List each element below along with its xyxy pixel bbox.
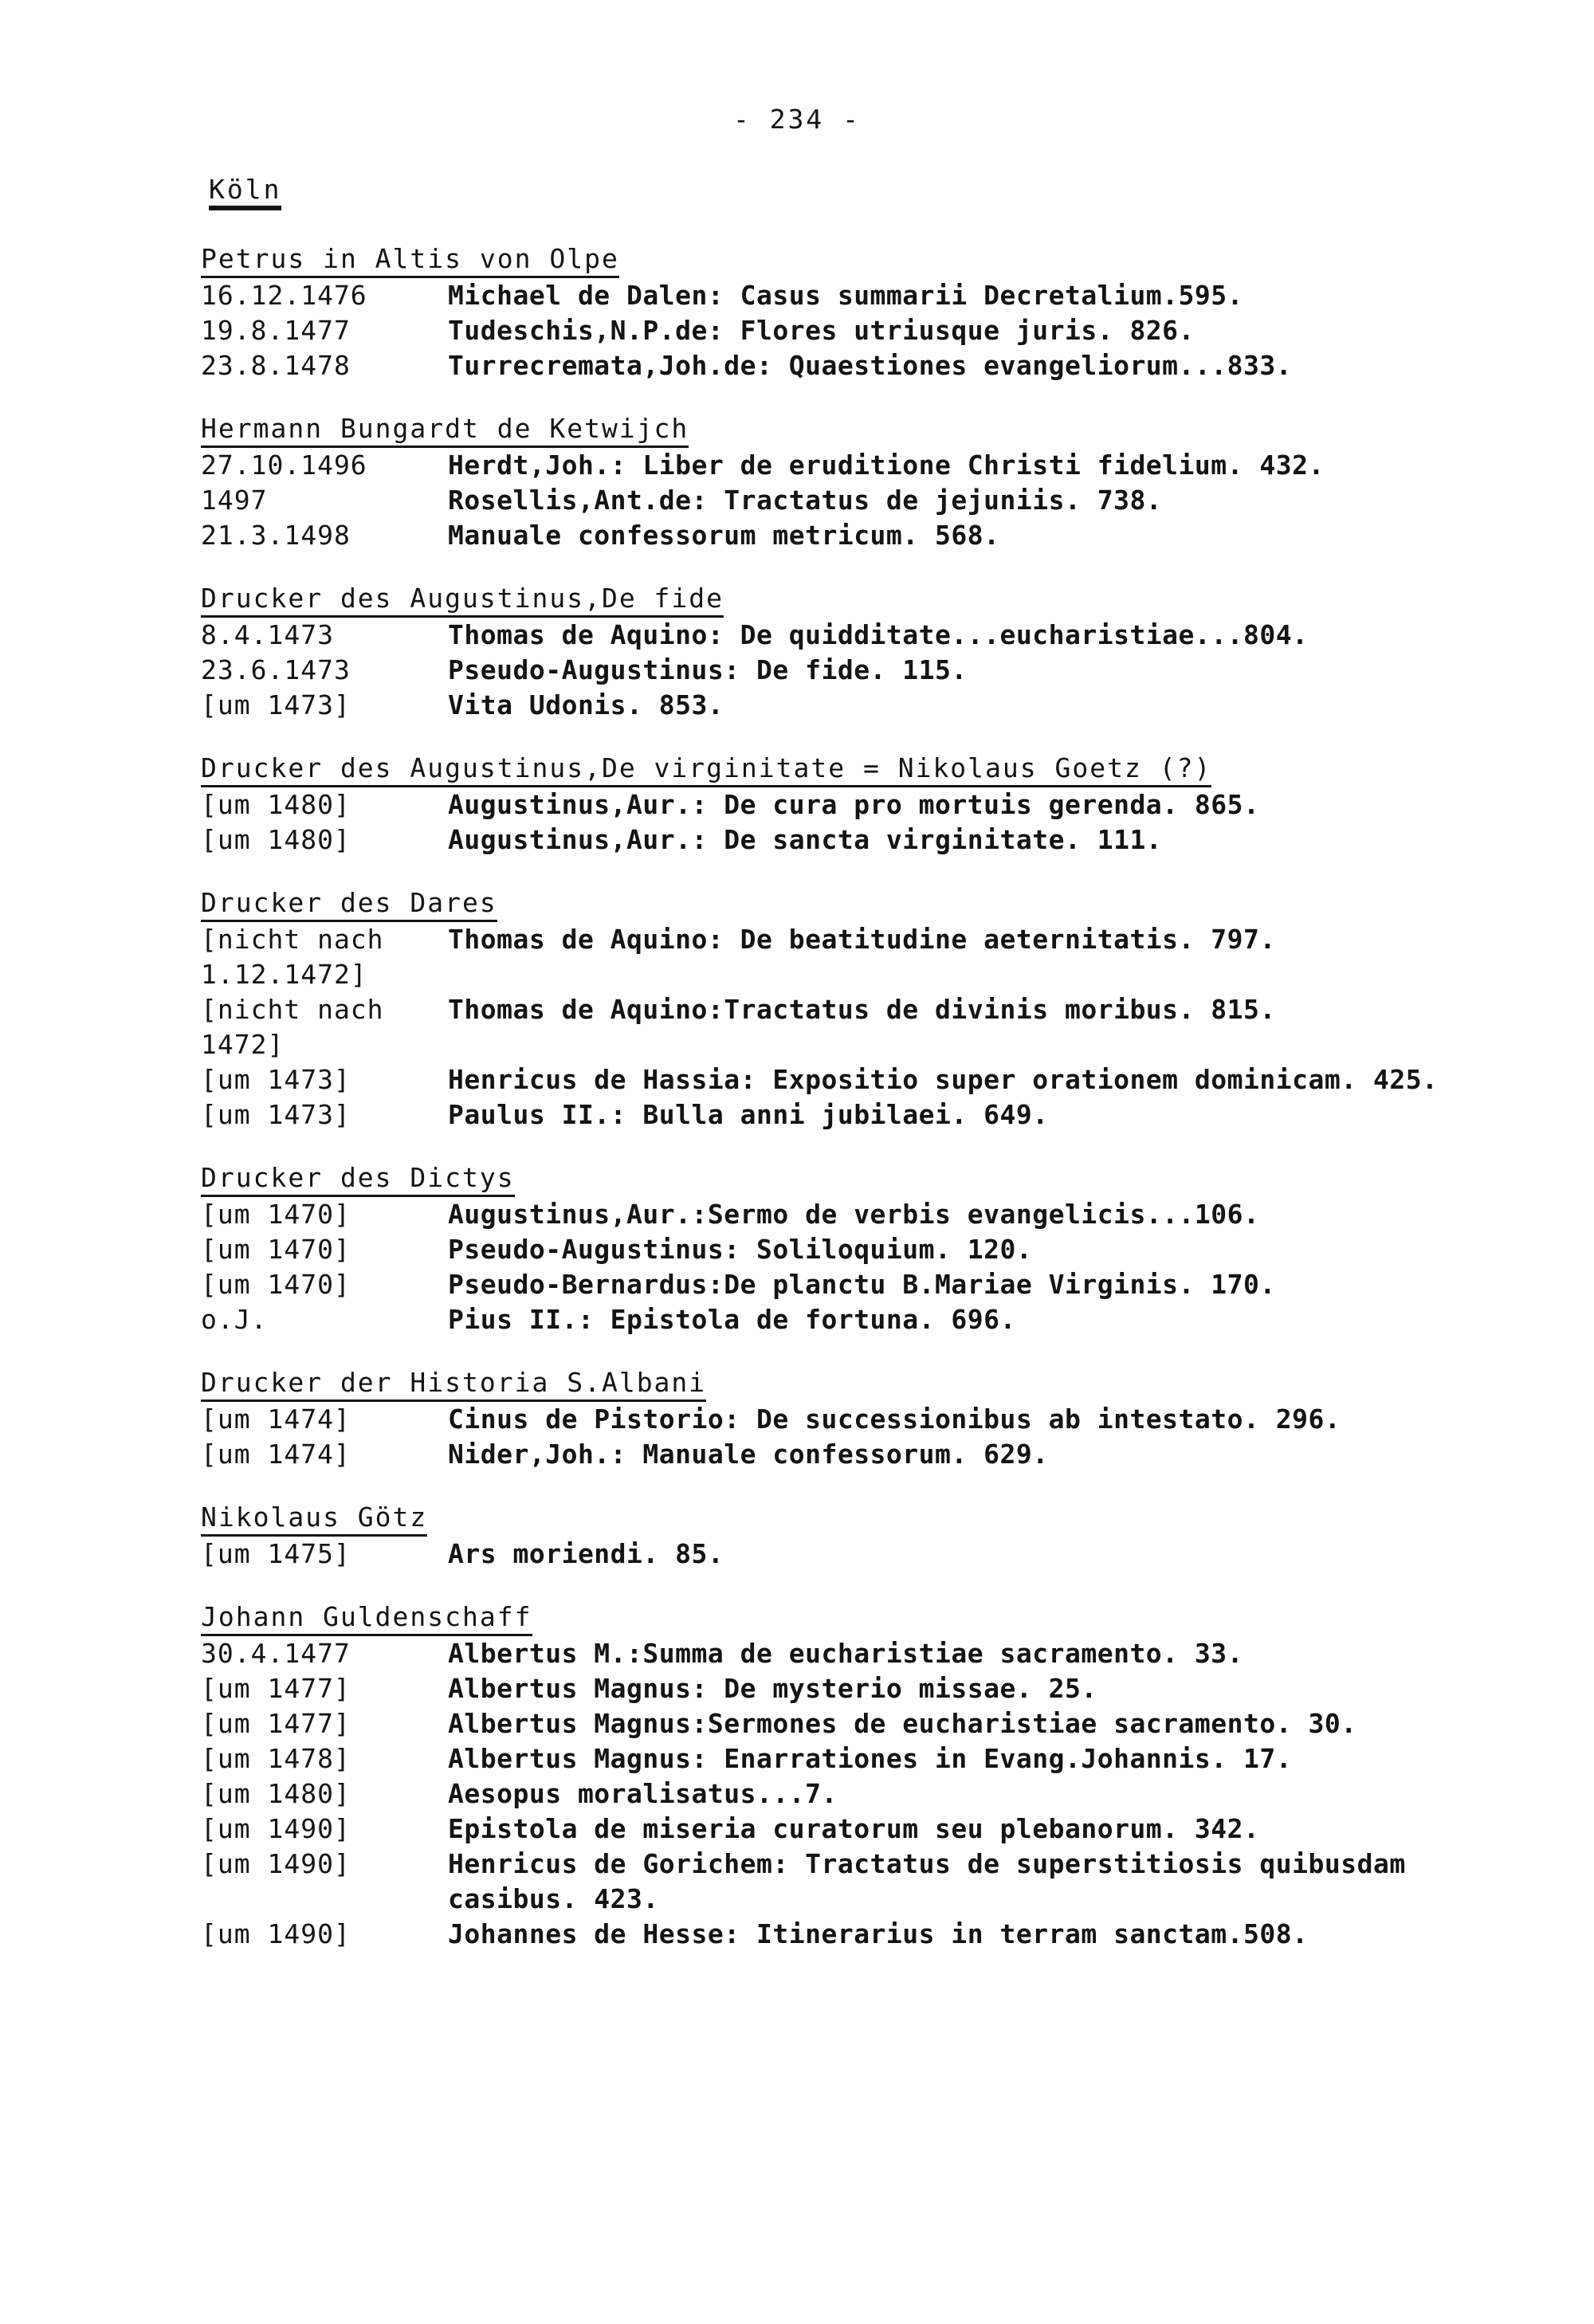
entry-description: Thomas de Aquino:Tractatus de divinis moribus. 815.: [448, 994, 1276, 1025]
catalog-entry: [201, 822, 1516, 858]
city-heading: Köln: [209, 174, 281, 210]
entry-date: [um 1475]: [201, 1538, 351, 1569]
entry-date: 1497: [201, 485, 268, 516]
catalog-entry: [201, 1741, 1516, 1776]
entry-date: [nicht nach 1472]: [201, 994, 384, 1060]
catalog-entry: [201, 1232, 1516, 1267]
printer-name: Johann Guldenschaff: [201, 1600, 532, 1636]
catalog-entry: [201, 1267, 1516, 1302]
entry-date: 8.4.1473: [201, 619, 334, 650]
catalog-entry: [201, 922, 1516, 992]
entry-date: [um 1473]: [201, 689, 351, 720]
printer-section: [201, 242, 1516, 383]
entry-description: Ars moriendi. 85.: [448, 1538, 724, 1569]
entry-description: Henricus de Gorichem: Tractatus de superstitiosis quibusdam casibus. 423.: [448, 1848, 1423, 1914]
entry-date: [um 1477]: [201, 1708, 351, 1739]
entry-date: [um 1480]: [201, 789, 351, 820]
entry-date: [um 1490]: [201, 1918, 351, 1949]
printer-name: Drucker des Augustinus,De fide: [201, 582, 724, 618]
entry-date: [um 1474]: [201, 1403, 351, 1435]
entry-description: Pseudo-Augustinus: Soliloquium. 120.: [448, 1234, 1033, 1265]
catalog-entry: [201, 1097, 1516, 1133]
catalog-list: [201, 242, 1516, 1981]
entry-description: Pseudo-Augustinus: De fide. 115.: [448, 654, 968, 685]
catalog-entry: [201, 688, 1516, 723]
entry-date: [um 1470]: [201, 1199, 351, 1230]
entry-description: Johannes de Hesse: Itinerarius in terram sanctam.508.: [448, 1918, 1309, 1949]
entry-date: [um 1480]: [201, 824, 351, 855]
entry-description: Vita Udonis. 853.: [448, 689, 724, 720]
entry-description: Turrecremata,Joh.de: Quaestiones evangeliorum...833.: [448, 350, 1293, 381]
entry-description: Nider,Joh.: Manuale confessorum. 629.: [448, 1439, 1049, 1470]
entry-description: Cinus de Pistorio: De successionibus ab intestato. 296.: [448, 1403, 1341, 1435]
printer-section: [201, 412, 1516, 553]
entry-description: Michael de Dalen: Casus summarii Decretalium.595.: [448, 280, 1244, 311]
printer-name: Drucker des Dares: [201, 886, 497, 922]
catalog-entry: [201, 618, 1516, 653]
entry-date: [nicht nach 1.12.1472]: [201, 924, 384, 990]
entry-date: [um 1473]: [201, 1099, 351, 1130]
catalog-entry: [201, 1917, 1516, 1952]
entry-date: 30.4.1477: [201, 1638, 351, 1669]
catalog-entry: [201, 1062, 1516, 1097]
catalog-entry: [201, 1197, 1516, 1232]
entry-date: 23.8.1478: [201, 350, 351, 381]
catalog-entry: [201, 653, 1516, 688]
entry-date: 27.10.1496: [201, 449, 367, 481]
catalog-entry: [201, 1776, 1516, 1812]
entry-description: Thomas de Aquino: De beatitudine aeternitatis. 797.: [448, 924, 1276, 955]
entry-description: Paulus II.: Bulla anni jubilaei. 649.: [448, 1099, 1049, 1130]
printer-section: [201, 582, 1516, 723]
catalog-entry: [201, 483, 1516, 518]
entry-description: Herdt,Joh.: Liber de eruditione Christi fidelium. 432.: [448, 449, 1325, 481]
entry-description: Albertus Magnus: De mysterio missae. 25.: [448, 1673, 1097, 1704]
entry-date: [um 1478]: [201, 1743, 351, 1774]
catalog-entry: [201, 1537, 1516, 1572]
entry-date: [um 1470]: [201, 1269, 351, 1300]
entry-date: 23.6.1473: [201, 654, 351, 685]
entry-description: Albertus M.:Summa de eucharistiae sacramento. 33.: [448, 1638, 1244, 1669]
entry-description: Henricus de Hassia: Expositio super orationem dominicam. 425.: [448, 1064, 1439, 1095]
catalog-entry: [201, 1847, 1516, 1917]
catalog-entry: [201, 348, 1516, 383]
printer-name: Petrus in Altis von Olpe: [201, 242, 619, 278]
catalog-entry: [201, 1636, 1516, 1671]
entry-description: Pseudo-Bernardus:De planctu B.Mariae Virginis. 170.: [448, 1269, 1276, 1300]
catalog-entry: [201, 1402, 1516, 1437]
printer-section: [201, 1600, 1516, 1952]
catalog-entry: [201, 1302, 1516, 1337]
printer-name: Drucker der Historia S.Albani: [201, 1366, 706, 1402]
entry-description: Augustinus,Aur.: De cura pro mortuis gerenda. 865.: [448, 789, 1260, 820]
entry-description: Aesopus moralisatus...7.: [448, 1778, 838, 1809]
catalog-entry: [201, 1706, 1516, 1741]
entry-description: Epistola de miseria curatorum seu plebanorum. 342.: [448, 1813, 1260, 1844]
entry-date: [um 1470]: [201, 1234, 351, 1265]
catalog-entry: [201, 313, 1516, 348]
entry-date: [um 1473]: [201, 1064, 351, 1095]
catalog-entry: [201, 992, 1516, 1062]
catalog-entry: [201, 1812, 1516, 1847]
printer-section: [201, 1366, 1516, 1472]
entry-description: Tudeschis,N.P.de: Flores utriusque juris. 826.: [448, 315, 1195, 346]
printer-name: Nikolaus Götz: [201, 1501, 427, 1537]
page-number: - 234 -: [732, 104, 862, 135]
entry-date: o.J.: [201, 1304, 268, 1335]
entry-date: [um 1490]: [201, 1848, 351, 1879]
entry-date: 21.3.1498: [201, 520, 351, 551]
printer-name: Drucker des Dictys: [201, 1161, 515, 1197]
entry-description: Rosellis,Ant.de: Tractatus de jejuniis. 738.: [448, 485, 1163, 516]
printer-section: [201, 1161, 1516, 1337]
catalog-entry: [201, 787, 1516, 822]
entry-description: Augustinus,Aur.: De sancta virginitate. 111.: [448, 824, 1163, 855]
entry-date: 19.8.1477: [201, 315, 351, 346]
catalog-entry: [201, 278, 1516, 313]
entry-date: [um 1490]: [201, 1813, 351, 1844]
catalog-entry: [201, 1437, 1516, 1472]
catalog-entry: [201, 518, 1516, 553]
entry-description: Manuale confessorum metricum. 568.: [448, 520, 1000, 551]
entry-description: Pius II.: Epistola de fortuna. 696.: [448, 1304, 1016, 1335]
entry-description: Albertus Magnus: Enarrationes in Evang.Johannis. 17.: [448, 1743, 1293, 1774]
printer-section: [201, 886, 1516, 1133]
entry-description: Albertus Magnus:Sermones de eucharistiae sacramento. 30.: [448, 1708, 1357, 1739]
entry-description: Thomas de Aquino: De quidditate...eucharistiae...804.: [448, 619, 1309, 650]
entry-date: [um 1477]: [201, 1673, 351, 1704]
entry-date: [um 1480]: [201, 1778, 351, 1809]
printer-name: Drucker des Augustinus,De virginitate = Nikolaus Goetz (?): [201, 752, 1211, 787]
printer-name: Hermann Bungardt de Ketwijch: [201, 412, 689, 448]
catalog-entry: [201, 448, 1516, 483]
catalog-entry: [201, 1671, 1516, 1706]
entry-date: 16.12.1476: [201, 280, 367, 311]
entry-description: Augustinus,Aur.:Sermo de verbis evangelicis...106.: [448, 1199, 1260, 1230]
printer-section: [201, 752, 1516, 858]
entry-date: [um 1474]: [201, 1439, 351, 1470]
printer-section: [201, 1501, 1516, 1572]
